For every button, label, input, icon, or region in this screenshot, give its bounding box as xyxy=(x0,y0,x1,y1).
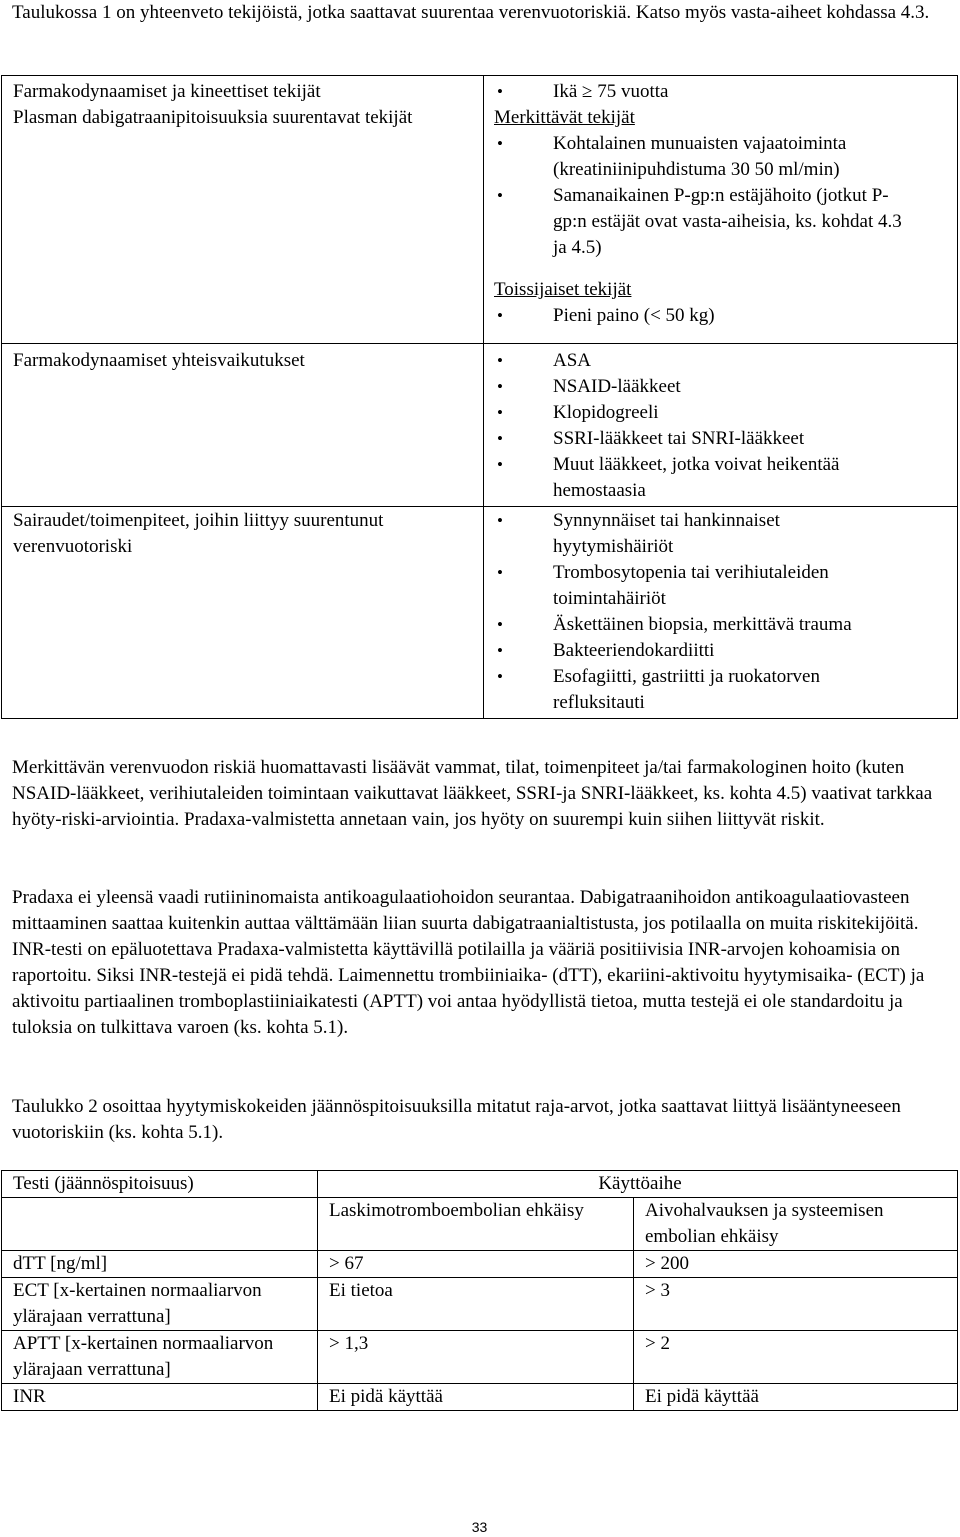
list-item: • Kohtalainen munuaisten vajaatoiminta (kreatiniinipuhdistuma 30 50 ml/min) xyxy=(494,131,904,183)
table-cell: INR xyxy=(2,1384,318,1411)
table-row xyxy=(2,507,958,719)
table-cell xyxy=(484,344,958,507)
table-cell: ECT [x-kertainen normaaliarvon ylärajaan verrattuna] xyxy=(2,1278,318,1331)
col-header-indication: Käyttöaihe xyxy=(318,1171,958,1198)
risk-paragraph: Merkittävän verenvuodon riskiä huomattavasti lisäävät vammat, tilat, toimenpiteet ja/tai farmakologinen hoito (kuten NSAID-lääkkeet, verihiutaleiden toimintaan vaikuttavat lääkkeet, SSRI-ja SNRI-lääkkeet, ks. kohta 4.5) vaativat tarkkaa hyöty-riski-arviointia. Pradaxa-valmistetta annetaan vain, jos hyöty on suurempi kuin siihen liittyvät riskit. xyxy=(12,757,933,830)
list-item: • SSRI-lääkkeet tai SNRI-lääkkeet xyxy=(494,426,914,452)
table-cell: > 67 xyxy=(318,1251,634,1278)
table-row xyxy=(2,344,958,507)
list-item: • NSAID-lääkkeet xyxy=(494,374,914,400)
major-factors-heading: Merkittävät tekijät xyxy=(494,107,635,128)
table-row xyxy=(2,76,958,344)
monitoring-paragraph: Pradaxa ei yleensä vaadi rutiininomaista antikoagulaatiohoidon seurantaa. Dabigatraanihoidon antikoagulaatiovasteen mittaaminen saattaa kuitenkin auttaa välttämään liian suurta dabigatraanialtistusta, jos potilaalla on muita riskitekijöitä. INR-testi on epäluotettava Pradaxa-valmistetta käyttävillä potilailla ja vääriä positiivisia INR-arvojen kohoamisia on raportoitu. Siksi INR-testejä ei pidä tehdä. Laimennettu trombiiniaika- (dTT), ekariini-aktivoitu hyytymisaika- (ECT) ja aktivoitu partiaalinen tromboplastiiniaikatesti (APTT) voi antaa hyödyllistä tietoa, mutta testejä ei ole standardoitu ja tuloksia on tulkittava varoen (ks. kohta 5.1). xyxy=(12,887,925,1038)
list-item: • Samanaikainen P-gp:n estäjähoito (jotkut P-gp:n estäjät ovat vasta-aiheisia, ks. kohdat 4.3 ja 4.5) xyxy=(494,183,904,261)
table-cell: Ei tietoa xyxy=(318,1278,634,1331)
row-label-diseases: Sairaudet/toimenpiteet, joihin liittyy suurentunut verenvuotoriski xyxy=(13,510,384,557)
table-cell xyxy=(484,76,958,344)
risk-factors-table xyxy=(1,75,958,719)
table-cell: dTT [ng/ml] xyxy=(2,1251,318,1278)
list-item: • ASA xyxy=(494,348,914,374)
subheader-stroke: Aivohalvauksen ja systeemisen embolian ehkäisy xyxy=(634,1198,958,1251)
row-label-interactions: Farmakodynaamiset yhteisvaikutukset xyxy=(13,350,305,371)
list-item: • Trombosytopenia tai verihiutaleiden toimintahäiriöt xyxy=(494,560,904,612)
row-label-plasma: Plasman dabigatraanipitoisuuksia suurentavat tekijät xyxy=(13,107,413,128)
table-row xyxy=(2,1384,958,1411)
table-cell: APTT [x-kertainen normaaliarvon ylärajaan verrattuna] xyxy=(2,1331,318,1384)
row-label-pk: Farmakodynaamiset ja kineettiset tekijät xyxy=(13,81,321,102)
list-item: • Bakteeriendokardiitti xyxy=(494,638,904,664)
page-number: 33 xyxy=(471,1519,488,1535)
list-item: • Ikä ≥ 75 vuotta xyxy=(494,79,957,105)
intro-paragraph: Taulukossa 1 on yhteenveto tekijöistä, jotka saattavat suurentaa verenvuotoriskiä. Katso myös vasta-aiheet kohdassa 4.3. xyxy=(12,2,930,23)
col-header-test: Testi (jäännöspitoisuus) xyxy=(2,1171,318,1198)
list-item: • Muut lääkkeet, jotka voivat heikentää hemostaasia xyxy=(494,452,914,504)
table-cell: Ei pidä käyttää xyxy=(318,1384,634,1411)
list-item: • Esofagiitti, gastriitti ja ruokatorven refluksitauti xyxy=(494,664,904,716)
table-subheader-row xyxy=(2,1198,958,1251)
table-cell: > 3 xyxy=(634,1278,958,1331)
table-row xyxy=(2,1278,958,1331)
table-cell: > 2 xyxy=(634,1331,958,1384)
table2-intro-paragraph: Taulukko 2 osoittaa hyytymiskokeiden jäännöspitoisuuksilla mitatut raja-arvot, jotka saattavat liittyä lisääntyneeseen vuotoriskiin (ks. kohta 5.1). xyxy=(12,1096,901,1143)
list-item: • Äskettäinen biopsia, merkittävä trauma xyxy=(494,612,904,638)
list-item: • Synnynnäiset tai hankinnaiset hyytymishäiriöt xyxy=(494,508,904,560)
coagulation-test-table xyxy=(1,1170,958,1411)
table-cell xyxy=(484,507,958,719)
table-cell xyxy=(2,76,484,344)
table-cell: > 1,3 xyxy=(318,1331,634,1384)
table-cell: Ei pidä käyttää xyxy=(634,1384,958,1411)
table-header-row xyxy=(2,1171,958,1198)
minor-factors-heading: Toissijaiset tekijät xyxy=(494,279,632,300)
table-row xyxy=(2,1331,958,1384)
list-item: • Klopidogreeli xyxy=(494,400,914,426)
subheader-vte: Laskimotromboembolian ehkäisy xyxy=(318,1198,634,1251)
table-row xyxy=(2,1251,958,1278)
table-cell xyxy=(2,507,484,719)
table-cell: > 200 xyxy=(634,1251,958,1278)
list-item: • Pieni paino (< 50 kg) xyxy=(494,303,957,329)
table-cell xyxy=(2,1198,318,1251)
table-cell xyxy=(2,344,484,507)
